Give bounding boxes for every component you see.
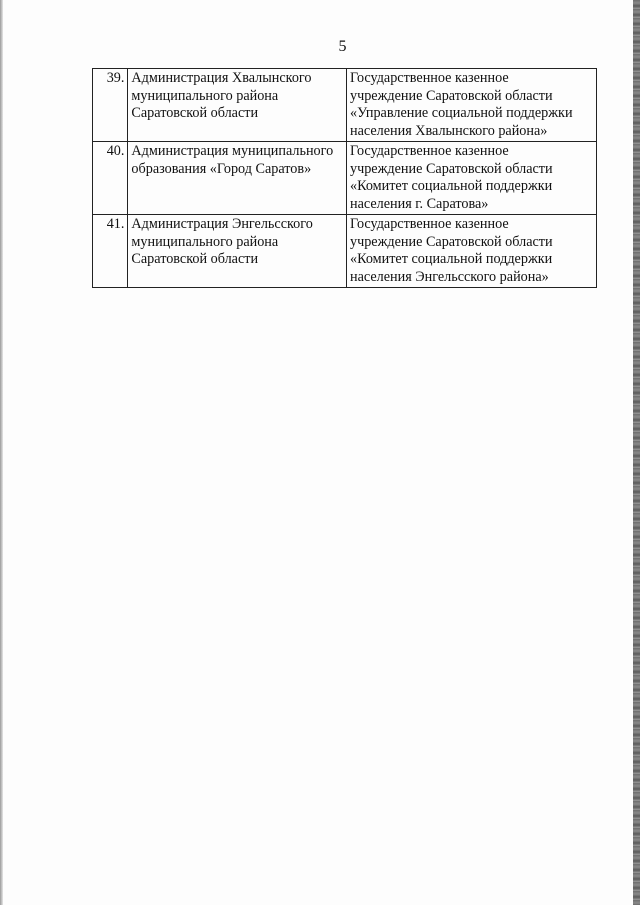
- scan-edge-right: [633, 0, 640, 905]
- cell-line: населения Энгельсского района»: [349, 268, 549, 285]
- cell-line: населения г. Саратова»: [349, 195, 489, 212]
- institution-cell: [346, 215, 596, 288]
- administration-cell: [128, 69, 347, 142]
- cell-line: Администрация Энгельсского: [131, 216, 313, 232]
- cell-line: Государственное казенное: [349, 216, 509, 232]
- cell-line: Государственное казенное: [349, 143, 509, 159]
- cell-line: Саратовской области: [131, 105, 259, 121]
- administration-cell: [128, 142, 347, 215]
- cell-line: Администрация муниципального: [131, 143, 334, 159]
- cell-line: учреждение Саратовской области: [349, 87, 553, 104]
- cell-line: муниципального района: [131, 233, 279, 250]
- table-row: [93, 215, 597, 288]
- cell-line: «Управление социальной поддержки: [349, 105, 573, 121]
- page-number: 5: [338, 38, 347, 55]
- cell-line: населения Хвалынского района»: [349, 122, 548, 139]
- row-number: 40.: [93, 142, 128, 215]
- institution-cell: [346, 69, 596, 142]
- cell-line: учреждение Саратовской области: [349, 160, 553, 177]
- cell-line: «Комитет социальной поддержки: [349, 251, 553, 267]
- cell-line: муниципального района: [131, 87, 279, 104]
- cell-line: Администрация Хвалынского: [131, 70, 312, 86]
- organizations-table: [92, 68, 597, 288]
- row-number: 39.: [93, 69, 128, 142]
- scan-edge-left: [0, 0, 3, 905]
- table-row: [93, 142, 597, 215]
- administration-cell: [128, 215, 347, 288]
- row-number: 41.: [93, 215, 128, 288]
- cell-line: Саратовской области: [131, 251, 259, 267]
- institution-cell: [346, 142, 596, 215]
- cell-line: образования «Город Саратов»: [131, 160, 312, 177]
- cell-line: Государственное казенное: [349, 70, 509, 86]
- table-row: [93, 69, 597, 142]
- cell-line: учреждение Саратовской области: [349, 233, 553, 250]
- cell-line: «Комитет социальной поддержки: [349, 178, 553, 194]
